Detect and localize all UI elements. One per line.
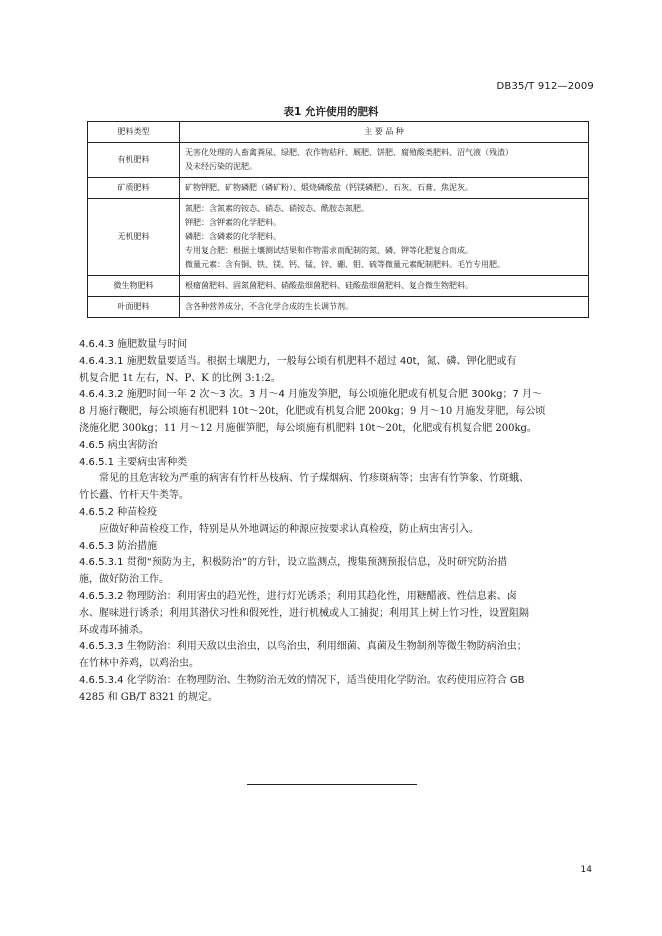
section-line: 4.6.4.3.2 施肥时间一年 2 次～3 次。3 月～4 月施发笋肥，每公顷施化肥或有机复合肥 300kg；7 月～ bbox=[79, 389, 542, 401]
paragraph-line: 在竹林中养鸡，以鸡治虫。 bbox=[79, 658, 199, 670]
main-varieties-cell bbox=[180, 199, 589, 276]
table-row bbox=[88, 276, 589, 297]
paragraph-line: 施，做好防治工作。 bbox=[79, 574, 169, 586]
variety-line: 无害化处理的人畜禽粪尿、绿肥、农作物秸秆、厩肥、饼肥、腐殖酸类肥料、沼气液（残渣） bbox=[185, 148, 513, 157]
header-main-varieties: 主 要 品 种 bbox=[180, 122, 589, 143]
main-varieties-cell bbox=[180, 143, 589, 178]
section-line: 4.6.4.3.1 施肥数量要适当。根据土壤肥力，一般每公顷有机肥料不超过 40t，氮、磷、钾化肥或有 bbox=[79, 355, 517, 367]
table-row bbox=[88, 178, 589, 199]
variety-line: 含各种营养成分，不含化学合成的生长调节剂。 bbox=[185, 302, 353, 311]
paragraph-line: 水、腥味进行诱杀；利用其潜伏习性和假死性，进行机械或人工捕捉；利用其上树上竹习性，设置阻隔 bbox=[79, 607, 529, 619]
section-line: 4.6.5.3.3 生物防治：利用天敌以虫治虫，以鸟治虫，利用细菌、真菌及生物制剂等微生物防病治虫； bbox=[79, 641, 527, 653]
fertilizer-type-cell: 矿质肥料 bbox=[88, 178, 180, 199]
paragraph-line: 常见的且危害较为严重的病害有竹杆丛枝病、竹子煤烟病、竹疹斑病等；虫害有竹笋象、竹斑蛾、 bbox=[99, 473, 529, 485]
variety-line: 微量元素：含有铜、铁、镁、钙、锰、锌、硼、钼、硫等微量元素配制肥料。毛竹专用肥。 bbox=[185, 260, 505, 269]
main-varieties-cell bbox=[180, 276, 589, 297]
fertilizer-type-cell: 叶面肥料 bbox=[88, 297, 180, 318]
paragraph-line: 4285 和 GB/T 8321 的规定。 bbox=[79, 691, 218, 703]
paragraph-line: 浇施化肥 300kg；11 月～12 月施催笋肥，每公顷施有机肥料 10t～20t，化肥或有机复合肥 200kg。 bbox=[79, 422, 537, 434]
standard-code: DB35/T 912—2009 bbox=[496, 81, 594, 92]
page-number: 14 bbox=[580, 865, 592, 875]
section-line: 4.6.5.3.1 贯彻“预防为主，积极防治”的方针，设立监测点，搜集预测预报信息，及时研究防治措 bbox=[79, 557, 508, 569]
main-varieties-cell bbox=[180, 178, 589, 199]
end-rule bbox=[247, 784, 417, 785]
section-line: 4.6.5.3.4 化学防治：在物理防治、生物防治无效的情况下，适当使用化学防治。农药使用应符合 GB bbox=[79, 674, 525, 686]
variety-line: 磷肥：含磷素的化学肥料。 bbox=[185, 232, 281, 241]
section-line: 4.6.5.3.2 物理防治：利用害虫的趋光性，进行灯光诱杀；利用其趋化性，用糖醋液、性信息素、卤 bbox=[79, 590, 517, 602]
variety-line: 钾肥：含钾素的化学肥料。 bbox=[185, 218, 281, 227]
section-line: 4.6.4.3 施肥数量与时间 bbox=[79, 339, 188, 350]
body-text bbox=[79, 337, 599, 707]
variety-line: 专用复合肥：根据土壤测试结果和作物需求而配制的氮、磷、钾等化肥复合而成。 bbox=[185, 246, 473, 255]
table-title: 表1 允许使用的肥料 bbox=[283, 106, 379, 118]
table-row bbox=[88, 199, 589, 276]
section-line: 4.6.5.1 主要病虫害种类 bbox=[79, 456, 188, 468]
paragraph-line: 应做好种苗检疫工作，特别是从外地调运的种源应按要求认真检疫，防止病虫害引入。 bbox=[99, 523, 479, 535]
fertilizer-type-cell: 无机肥料 bbox=[88, 199, 180, 276]
fertilizer-table bbox=[87, 121, 589, 318]
variety-line: 矿物钾肥、矿物磷肥（磷矿粉）、煅烧磷酸盐（钙镁磷肥）、石灰、石膏、焦泥灰。 bbox=[185, 183, 473, 192]
fertilizer-type-cell: 微生物肥料 bbox=[88, 276, 180, 297]
section-line: 4.6.5.3 防治措施 bbox=[79, 540, 158, 552]
main-varieties-cell bbox=[180, 297, 589, 318]
paragraph-line: 竹长蠹、竹杆天牛类等。 bbox=[79, 490, 189, 502]
table-row bbox=[88, 297, 589, 318]
variety-line: 及未经污染的泥肥。 bbox=[185, 162, 257, 171]
section-line: 4.6.5.2 种苗检疫 bbox=[79, 506, 158, 518]
variety-line: 氮肥：含氮素的铵态、硝态、硝铵态、酰胺态氮肥。 bbox=[185, 204, 369, 213]
table-header-row bbox=[88, 122, 589, 143]
paragraph-line: 环或毒环捕杀。 bbox=[79, 624, 149, 636]
variety-line: 根瘤菌肥料、固氮菌肥料、硝酸盐细菌肥料、硅酸盐细菌肥料、复合微生物肥料。 bbox=[185, 281, 473, 290]
paragraph-line: 机复合肥 1t 左右，N、P、K 的比例 3:1:2。 bbox=[79, 372, 281, 384]
table-row bbox=[88, 143, 589, 178]
header-fertilizer-type: 肥料类型 bbox=[88, 122, 180, 143]
fertilizer-type-cell: 有机肥料 bbox=[88, 143, 180, 178]
paragraph-line: 8 月施行鞭肥，每公顷施有机肥料 10t～20t，化肥或有机复合肥 200kg；9 月～10 月施发芽肥，每公顷 bbox=[79, 406, 546, 418]
section-line: 4.6.5 病虫害防治 bbox=[79, 439, 158, 451]
